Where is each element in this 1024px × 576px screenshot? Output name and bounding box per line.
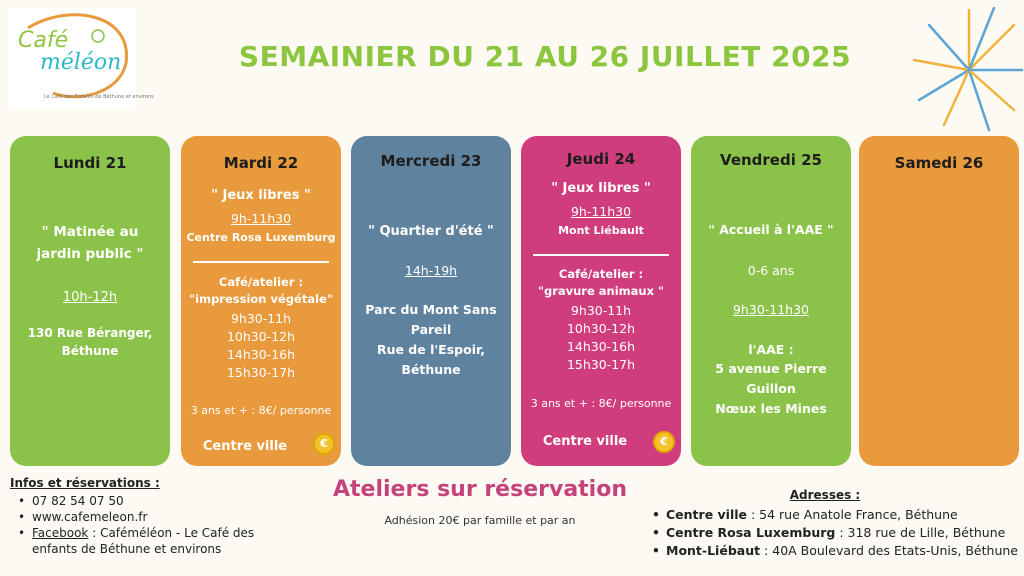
place-line: Pareil	[410, 322, 452, 337]
address-text: : 318 rue de Lille, Béthune	[835, 525, 1006, 540]
slot: 9h30-11h	[570, 303, 632, 318]
address-item	[650, 542, 1018, 560]
euro-coin-icon: €	[653, 431, 675, 453]
logo-tagline: Le Café des Enfants de Béthune et environs	[44, 94, 154, 100]
logo-word-cafe: Café	[18, 28, 69, 53]
slot: 15h30-17h	[566, 357, 636, 372]
facebook-text2: enfants de Béthune et environs	[32, 542, 222, 556]
card-mardi	[181, 136, 341, 466]
address-name: Centre Rosa Luxemburg	[666, 525, 836, 540]
time-label: 9h-11h30	[230, 211, 292, 226]
day-label: Samedi 26	[894, 154, 984, 172]
workshop-line2: "gravure animaux "	[537, 284, 665, 298]
logo-word-meleon: méléon	[40, 50, 122, 75]
workshop-line2: "impression végétale"	[189, 292, 333, 306]
day-label: Mercredi 23	[380, 152, 482, 170]
time-label: 10h-12h	[62, 290, 118, 305]
address-item	[650, 506, 1018, 524]
place-line: 5 avenue Pierre	[715, 361, 827, 376]
place-line1: 130 Rue Béranger,	[27, 326, 153, 340]
activity-label: " Jeux libres "	[551, 181, 651, 196]
addresses-section	[650, 488, 1018, 560]
card-lundi	[10, 136, 170, 466]
info-heading: Infos et réservations :	[10, 476, 160, 490]
slot: 9h30-11h	[230, 311, 292, 326]
reservation-title: Ateliers sur réservation	[333, 477, 627, 502]
activity-label: " Accueil à l'AAE "	[708, 222, 834, 237]
place-line: Guillon	[746, 381, 796, 396]
place-line: l'AAE :	[748, 342, 794, 357]
day-label: Vendredi 25	[720, 151, 822, 169]
day-label: Jeudi 24	[566, 150, 636, 168]
address-text: : 40A Boulevard des Etats-Unis, Béthune	[760, 543, 1018, 558]
facebook-text: : Caféméléon - Le Café des	[88, 526, 255, 540]
slot: 15h30-17h	[226, 365, 296, 380]
activity-line2: jardin public "	[36, 246, 144, 262]
card-samedi	[859, 136, 1019, 466]
slot: 10h30-12h	[226, 329, 296, 344]
address-item	[650, 524, 1018, 542]
address-name: Mont-Liébaut	[666, 543, 761, 558]
place-line: Nœux les Mines	[715, 401, 827, 416]
slot: 14h30-16h	[566, 339, 636, 354]
day-label: Lundi 21	[53, 154, 127, 172]
location-label: Centre ville	[202, 439, 288, 454]
place-line: Parc du Mont Sans	[365, 302, 497, 317]
card-mercredi	[351, 136, 511, 466]
activity-label: " Jeux libres "	[211, 188, 311, 203]
place-line2: Béthune	[61, 344, 119, 358]
activity-label: " Quartier d'été "	[368, 224, 494, 239]
place-label: Centre Rosa Luxemburg	[186, 231, 336, 244]
facebook-item	[10, 525, 254, 557]
phone-item	[10, 493, 254, 509]
slot: 10h30-12h	[566, 321, 636, 336]
card-vendredi	[691, 136, 851, 466]
price-label: 3 ans et + : 8€/ personne	[190, 404, 332, 417]
divider	[193, 261, 329, 263]
place-label: Mont Liébault	[558, 224, 644, 237]
day-label: Mardi 22	[223, 154, 299, 172]
facebook-link[interactable]: Facebook	[32, 526, 89, 540]
address-name: Centre ville	[666, 507, 747, 522]
place-line: Rue de l'Espoir,	[376, 342, 486, 357]
workshop-line1: Café/atelier :	[218, 275, 304, 289]
euro-coin-icon: €	[313, 433, 335, 455]
page-title: SEMAINIER DU 21 AU 26 JUILLET 2025	[238, 40, 852, 73]
time-label: 14h-19h	[404, 263, 458, 278]
divider	[533, 254, 669, 256]
fireworks-icon	[874, 0, 1024, 140]
time-label: 9h-11h30	[570, 204, 632, 219]
activity-line1: " Matinée au	[41, 224, 139, 240]
time-label: 9h30-11h30	[732, 302, 810, 317]
workshop-line1: Café/atelier :	[558, 267, 644, 281]
age-label: 0-6 ans	[747, 263, 795, 278]
card-jeudi	[521, 136, 681, 466]
price-label: 3 ans et + : 8€/ personne	[530, 397, 672, 410]
slot: 14h30-16h	[226, 347, 296, 362]
reservation-subtitle: Adhésion 20€ par famille et par an	[384, 514, 576, 527]
cafemeleon-logo	[8, 8, 154, 108]
location-label: Centre ville	[542, 434, 628, 449]
info-section	[10, 476, 254, 557]
website-item	[10, 509, 254, 525]
address-text: : 54 rue Anatole France, Béthune	[747, 507, 958, 522]
website-link[interactable]: www.cafemeleon.fr	[32, 510, 148, 524]
addresses-heading: Adresses :	[789, 488, 861, 502]
place-line: Béthune	[401, 362, 461, 377]
phone-number[interactable]: 07 82 54 07 50	[32, 494, 124, 508]
